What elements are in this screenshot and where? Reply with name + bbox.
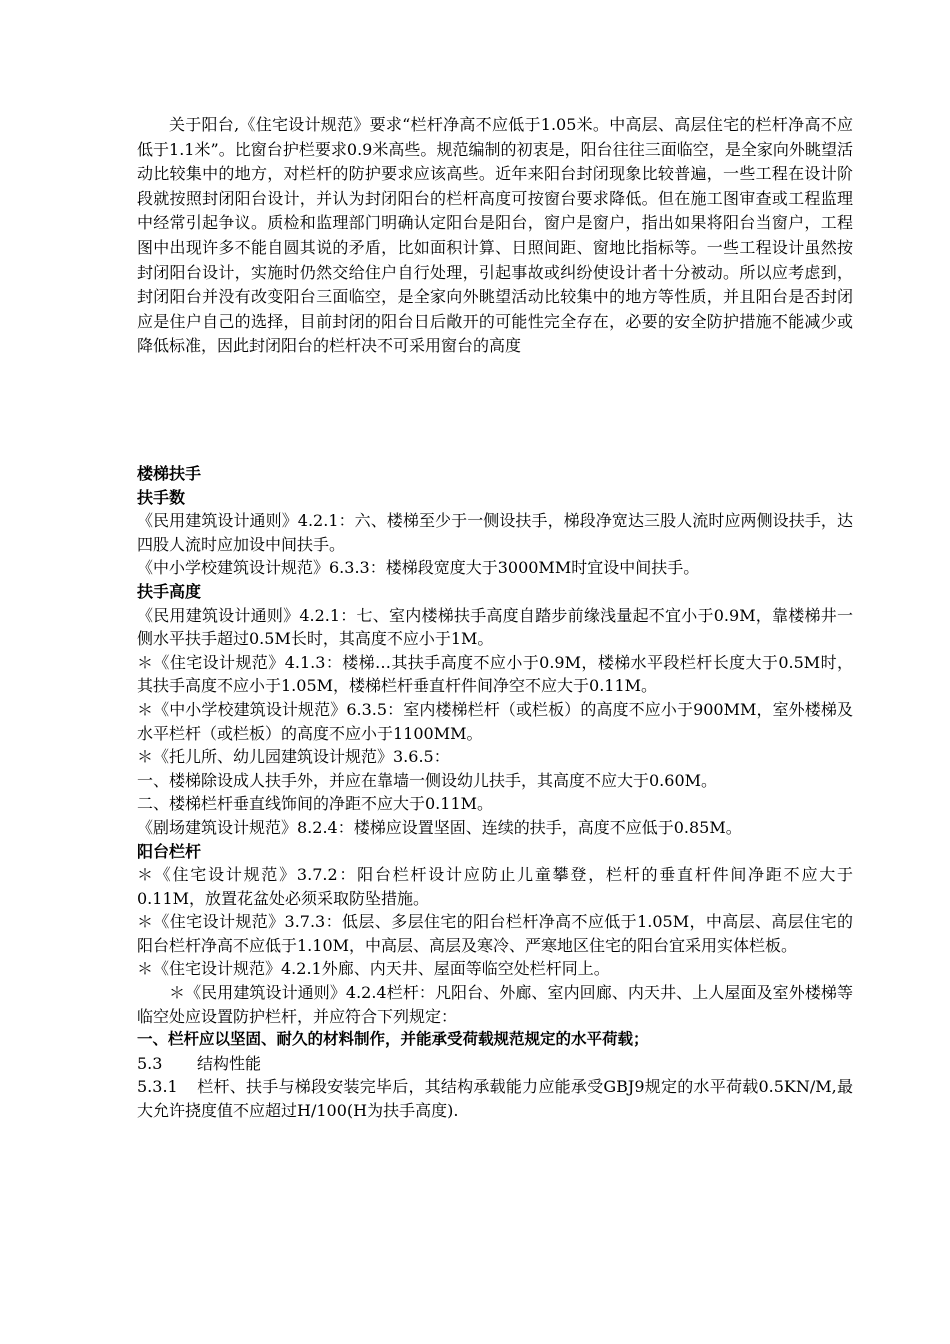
subsection-title-balcony-railing: 阳台栏杆 [137,841,202,861]
section-number: 5.3.1 [137,1077,178,1097]
clause-item: ＊《中小学校建筑设计规范》6.3.5：室内楼梯栏杆（或栏板）的高度不应小于900MM，室外楼梯及水平栏杆（或栏板）的高度不应小于1100MM。 [137,699,853,743]
clause-item: ＊《住宅设计规范》3.7.2：阳台栏杆设计应防止儿童攀登，栏杆的垂直杆件间净距不应大于0.11M，放置花盆处必须采取防坠措施。 [137,865,853,908]
clause-item-indented: ＊《民用建筑设计通则》4.2.4栏杆：凡阳台、外廊、室内回廊、内天井、上人屋面及室外楼梯等临空处应设置防护栏杆，并应符合下列规定： [137,983,853,1026]
clause-item: ＊《托儿所、幼儿园建筑设计规范》3.6.5： [137,747,450,767]
section-title: 楼梯扶手 [137,464,202,483]
clause-item: 二、楼梯栏杆垂直线饰间的净距不应大于0.11M。 [137,794,494,814]
clause-item: 《剧场建筑设计规范》8.2.4：楼梯应设置坚固、连续的扶手，高度不应低于0.85M。 [137,817,742,837]
section-5-3-1-clause [137,1075,853,1122]
bold-rule: 一、栏杆应以坚固、耐久的材料制作，并能承受荷载规范规定的水平荷载； [137,1030,649,1049]
clause-item: 《中小学校建筑设计规范》6.3.3：楼梯段宽度大于3000MM时宜设中间扶手。 [137,558,700,578]
section-clause-text: 栏杆、扶手与梯段安装完毕后，其结构承载能力应能承受GBJ9规定的水平荷载0.5KN/M,最大允许挠度值不应超过H/100(H为扶手高度). [137,1077,853,1121]
clause-item: 《民用建筑设计通则》4.2.1：六、楼梯至少于一侧设扶手，梯段净宽达三股人流时应两侧设扶手，达四股人流时应加设中间扶手。 [137,511,853,554]
body-block [137,462,853,1123]
subsection-title-handrail-count: 扶手数 [137,487,186,507]
intro-paragraph: 关于阳台,《住宅设计规范》要求“栏杆净高不应低于1.05米。中高层、高层住宅的栏杆净高不应低于1.1米”。比窗台护栏要求0.9米高些。规范编制的初衷是，阳台往往三面临空，是全家向外眺望活动比较集中的地方，对栏杆的防护要求应该高些。近年来阳台封闭现象比较普遍，一些工程在设计阶段就按照封闭阳台设计，并认为封闭阳台的栏杆高度可按窗台要求降低。但在施工图审查或工程监理中经常引起争议。质检和监理部门明确认定阳台是阳台，窗户是窗户，指出如果将阳台当窗户，工程图中出现许多不能自圆其说的矛盾，比如面积计算、日照间距、窗地比指标等。一些工程设计虽然按封闭阳台设计，实施时仍然交给住户自行处理，引起事故或纠纷使设计者十分被动。所以应考虑到，封闭阳台并没有改变阳台三面临空，是全家向外眺望活动比较集中的地方等性质，并且阳台是否封闭应是住户自己的选择，目前封闭的阳台日后敞开的可能性完全存在，必要的安全防护措施不能减少或降低标准，因此封闭阳台的栏杆决不可采用窗台的高度 [137,115,853,356]
section-number: 5.3 [137,1053,163,1073]
clause-item: ＊《住宅设计规范》4.1.3：楼梯…其扶手高度不应小于0.9M，楼梯水平段栏杆长度大于0.5M时，其扶手高度不应小于1.05M，楼梯栏杆垂直杆件间净空不应大于0.11M。 [137,652,853,696]
clause-item: ＊《住宅设计规范》4.2.1外廊、内天井、屋面等临空处栏杆同上。 [137,959,610,979]
clause-item: 《民用建筑设计通则》4.2.1：七、室内楼梯扶手高度自踏步前缘浅量起不宜小于0.9M，靠楼梯井一侧水平扶手超过0.5M长时，其高度不应小于1M。 [137,605,853,649]
clause-item: ＊《住宅设计规范》3.7.3：低层、多层住宅的阳台栏杆净高不应低于1.05M，中高层、高层住宅的阳台栏杆净高不应低于1.10M，中高层、高层及寒冷、严寒地区住宅的阳台宜采用实体栏板。 [137,912,853,955]
section-5-3-heading [137,1052,853,1076]
clause-item: 一、楼梯除设成人扶手外，并应在靠墙一侧设幼儿扶手，其高度不应大于0.60M。 [137,770,718,790]
section-title-text: 结构性能 [197,1053,262,1073]
subsection-title-handrail-height: 扶手高度 [137,581,202,601]
